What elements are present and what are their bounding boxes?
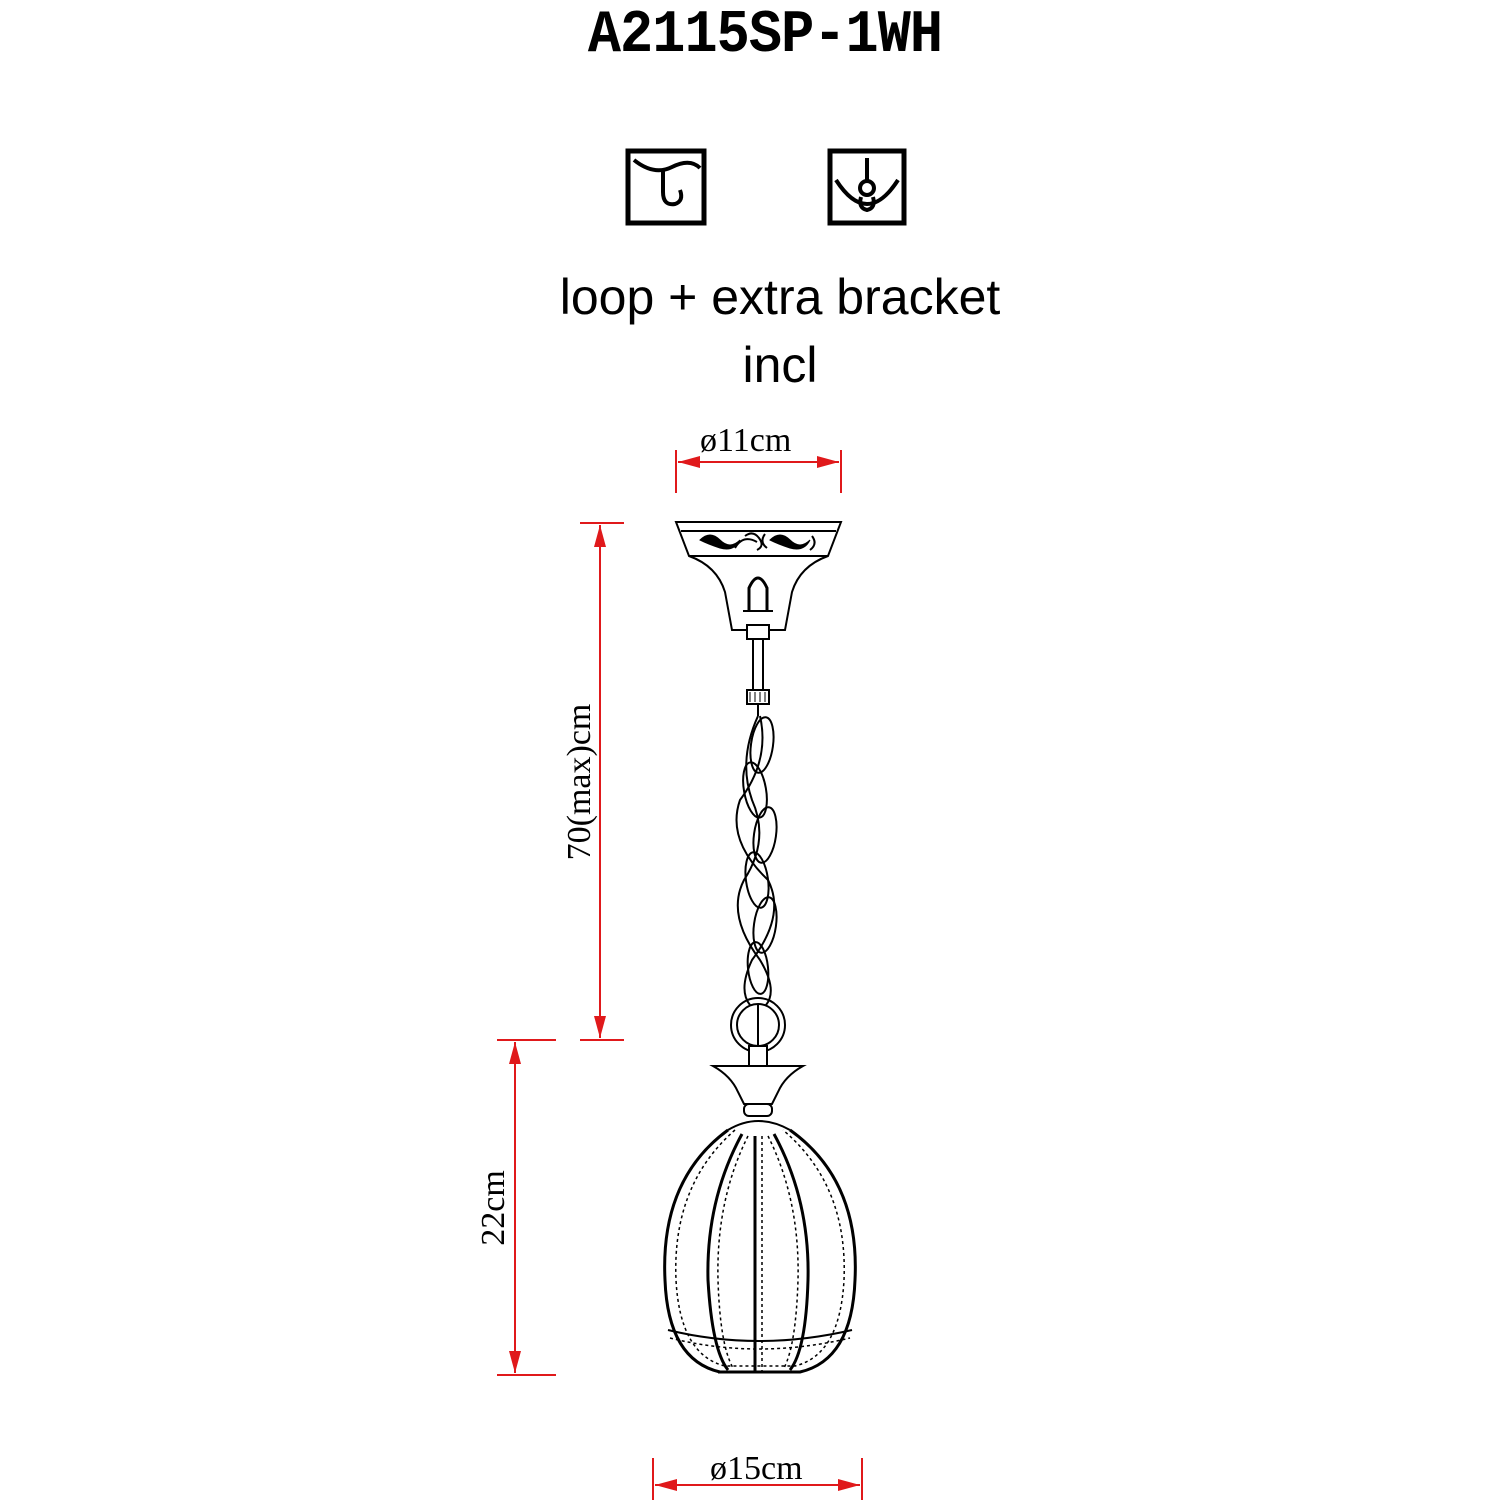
shade-diameter-label: ø15cm [710, 1450, 803, 1487]
chain [737, 716, 780, 1005]
chain-length-label: 70(max)cm [561, 703, 598, 861]
canopy-diameter-label: ø11cm [700, 422, 792, 459]
hanging-ring [731, 998, 785, 1052]
install-note-line1: loop + extra bracket [559, 269, 1001, 325]
suspension-rod [747, 639, 769, 716]
shade-height-label: 22cm [475, 1170, 512, 1246]
shade-holder [713, 1046, 803, 1130]
hook-mount-icon [628, 151, 704, 223]
install-note-line2: incl [742, 337, 818, 393]
lamp-shade [665, 1130, 856, 1372]
model-title: A2115SP-1WH [587, 2, 943, 70]
ceiling-mount-bracket-icon [830, 151, 904, 223]
pendant-lamp-drawing [665, 522, 856, 1372]
ceiling-canopy [676, 522, 841, 639]
